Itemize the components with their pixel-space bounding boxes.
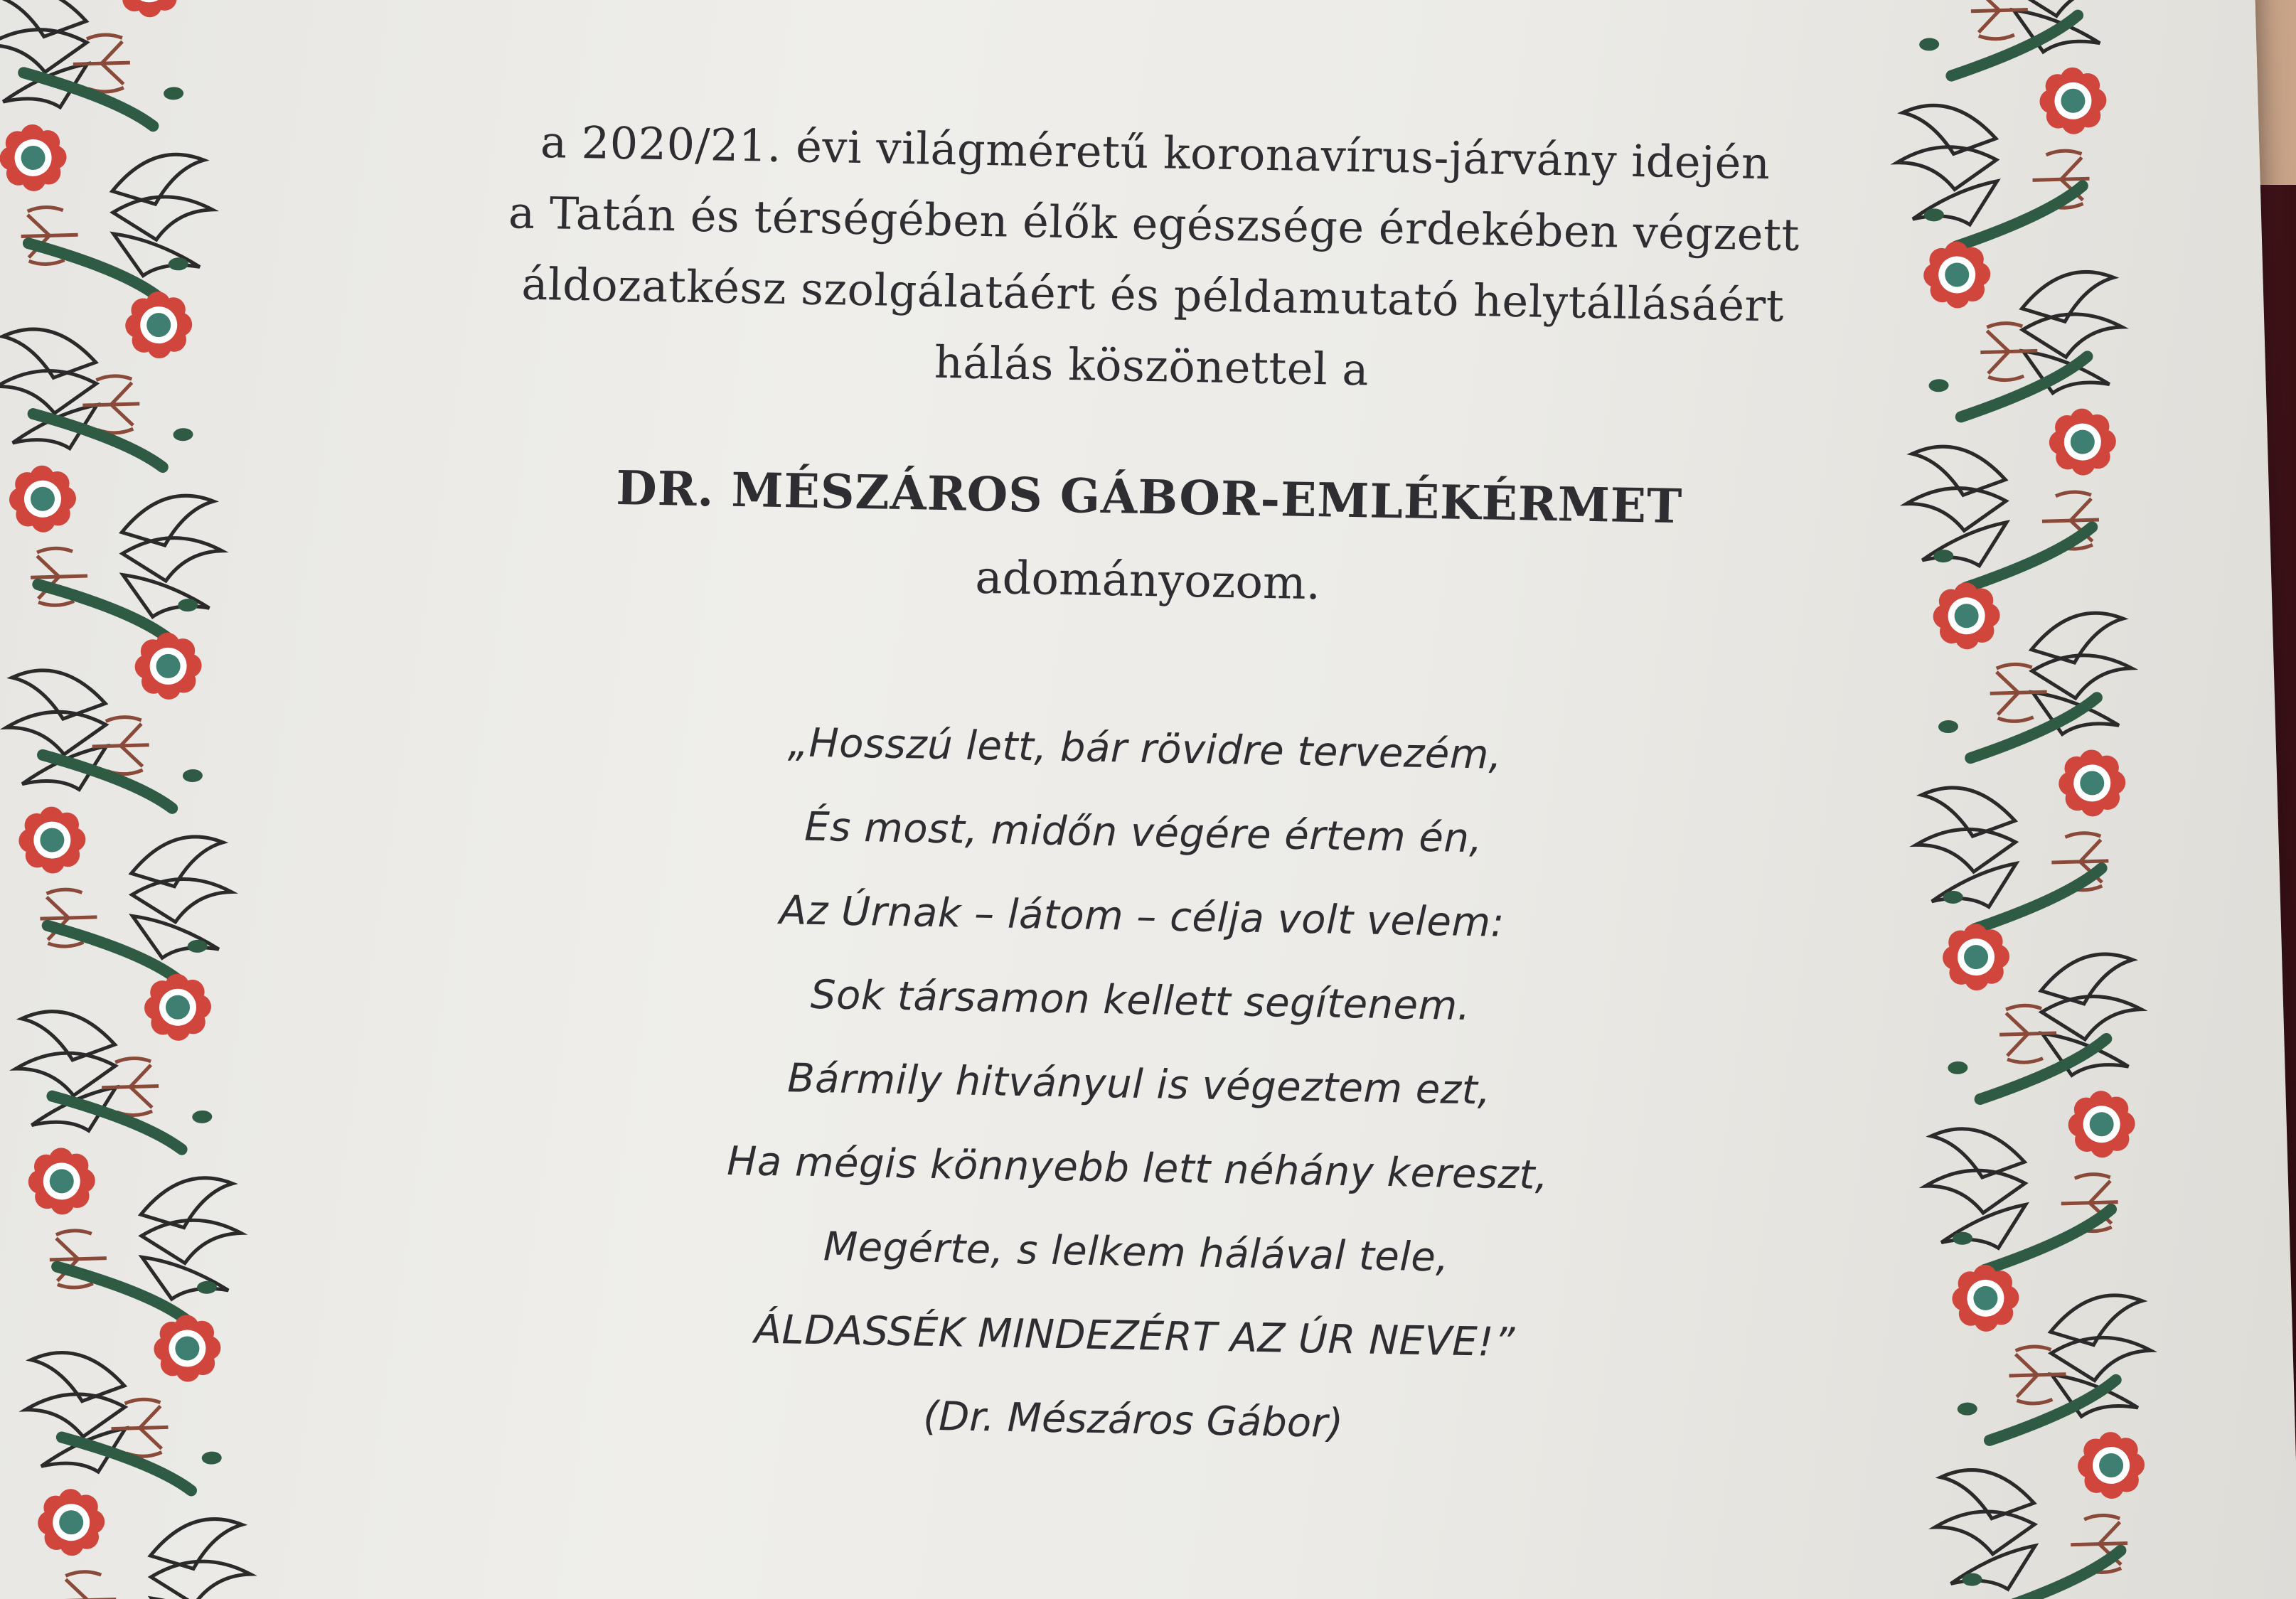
bud-icon	[183, 769, 203, 783]
stem-icon	[58, 1571, 117, 1599]
flower-icon	[153, 1314, 222, 1383]
flower-icon	[18, 806, 87, 875]
bud-icon	[1919, 38, 1939, 51]
certificate-text	[219, 27, 2067, 1599]
dedication-line: a Tatán és térségében élők egészsége érdekében végzett	[508, 186, 1800, 261]
flower-icon	[2077, 1431, 2146, 1500]
award-title: DR. MÉSZÁROS GÁBOR-EMLÉKÉRMET	[615, 459, 1683, 535]
poem-line: ÁLDASSÉK MINDEZÉRT AZ ÚR NEVE!”	[754, 1306, 1516, 1367]
leaf-icon	[130, 836, 233, 959]
flower-icon	[9, 464, 78, 533]
poem-quote	[223, 692, 2056, 1479]
dedication-text	[241, 102, 2066, 418]
stem-icon	[82, 375, 140, 434]
leaf-icon	[2049, 1294, 2152, 1417]
poem-line: Bármily hitványul is végeztem ezt,	[786, 1055, 1491, 1114]
dedication-line: hálás köszönettel a	[934, 336, 1369, 396]
leaf-icon	[2040, 953, 2143, 1076]
poem-line: „Hosszú lett, bár rövidre tervezém,	[787, 720, 1502, 779]
flower-icon	[0, 124, 68, 193]
flower-icon	[2067, 1090, 2136, 1159]
folk-floral-border-icon	[0, 0, 261, 1599]
leaf-icon	[112, 154, 215, 277]
flower-icon	[144, 973, 213, 1042]
bud-icon	[173, 428, 193, 442]
stem-icon	[73, 34, 131, 92]
dedication-line: áldozatkész szolgálatáért és példamutató helytállásáért	[520, 257, 1785, 332]
bud-icon	[164, 87, 183, 100]
stem-icon	[92, 717, 150, 775]
poem-line: Ha mégis könnyebb lett néhány kereszt,	[726, 1138, 1549, 1199]
poem-line: És most, midőn végére értem én,	[803, 803, 1483, 862]
award-verb: adományozom.	[974, 551, 1321, 611]
flower-icon	[37, 1488, 106, 1557]
stem-icon	[110, 1399, 169, 1457]
poem-attribution: (Dr. Mészáros Gábor)	[922, 1393, 1344, 1448]
flower-icon	[134, 632, 203, 701]
stem-icon	[101, 1058, 159, 1116]
poem-line: Sok társamon kellett segítenem.	[810, 971, 1471, 1030]
flower-icon	[124, 291, 193, 360]
bud-icon	[192, 1110, 212, 1123]
flower-icon	[2058, 749, 2127, 818]
flower-icon	[27, 1147, 96, 1216]
bud-icon	[201, 1451, 221, 1465]
dedication-line: a 2020/21. évi világméretű koronavírus-járvány idején	[540, 116, 1771, 190]
flower-icon	[115, 0, 184, 18]
poem-line: Az Úrnak – látom – célja volt velem:	[779, 887, 1505, 946]
poem-line: Megérte, s lelkem hálával tele,	[823, 1224, 1450, 1281]
leaf-icon	[121, 495, 224, 618]
